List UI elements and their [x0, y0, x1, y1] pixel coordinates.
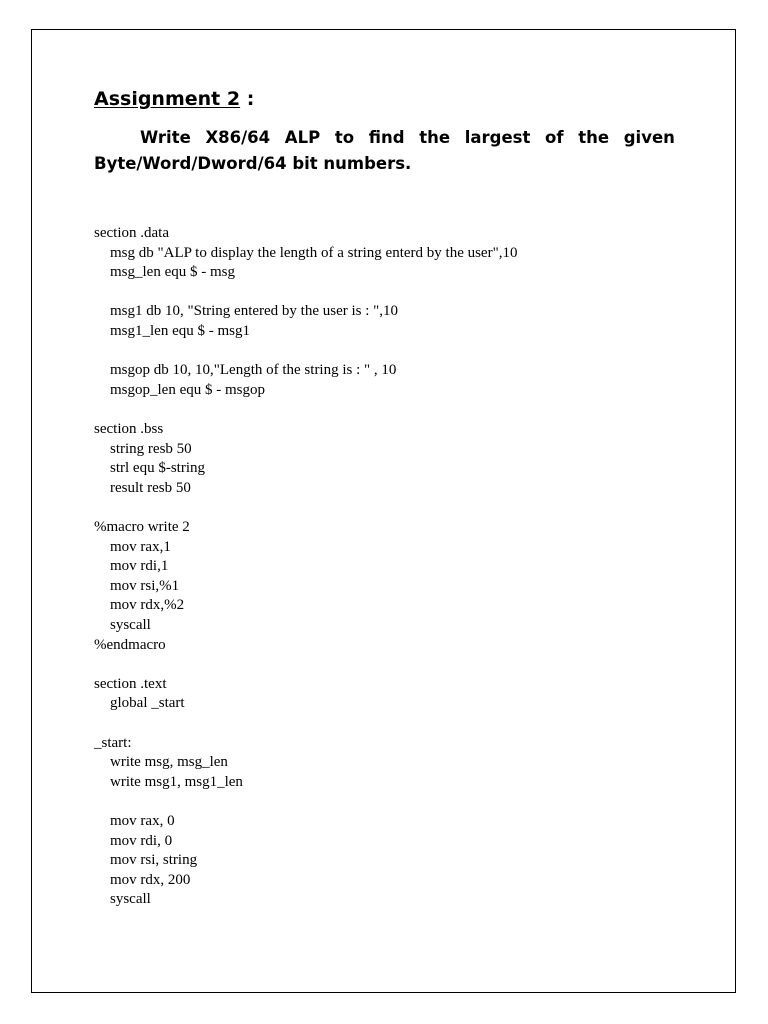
code-line: section .bss: [94, 421, 164, 437]
code-line: mov rsi,%1: [110, 577, 180, 594]
code-line: section .text: [94, 675, 167, 692]
code-line: %macro write 2: [94, 519, 190, 535]
code-line: msg db "ALP to display the length of a string enterd by the user",10: [110, 244, 518, 261]
task-word: of: [545, 128, 564, 147]
code-line: global _start: [110, 695, 185, 712]
code-line: result resb 50: [110, 479, 191, 496]
assignment-title-suffix: :: [240, 88, 255, 110]
code-line: mov rax,1: [110, 538, 171, 555]
task-word: ALP: [284, 128, 321, 147]
code-line: mov rsi, string: [110, 852, 198, 869]
code-line: syscall: [110, 617, 151, 633]
code-line: mov rdx,%2: [110, 597, 185, 614]
task-word: largest: [464, 128, 531, 147]
code-line: _start:: [94, 734, 132, 751]
task-word: the: [578, 128, 610, 147]
code-line: msg_len equ $ - msg: [110, 264, 235, 281]
code-line: strl equ $-string: [110, 460, 205, 477]
task-line-2: Byte/Word/Dword/64 bit numbers.: [94, 154, 412, 173]
assignment-title: Assignment 2: [94, 88, 241, 110]
document-page: [31, 29, 736, 993]
task-statement: [94, 125, 675, 177]
code-line: msgop_len equ $ - msgop: [110, 381, 265, 398]
code-line: mov rdi,1: [110, 558, 169, 575]
code-line: syscall: [110, 891, 151, 908]
code-line: %endmacro: [94, 636, 166, 653]
code-line: mov rdx, 200: [110, 871, 191, 888]
code-line: mov rax, 0: [110, 813, 175, 829]
task-line-1: [94, 125, 675, 151]
task-word: the: [419, 128, 451, 147]
code-line: msgop db 10, 10,"Length of the string is : " , 10: [110, 362, 397, 379]
code-line: write msg, msg_len: [110, 754, 228, 771]
code-line: msg1_len equ $ - msg1: [110, 323, 250, 339]
assignment-heading: [94, 88, 254, 110]
task-word: to: [334, 128, 355, 147]
task-word: X86/64: [205, 128, 271, 147]
code-line: section .data: [94, 225, 169, 241]
task-word: given: [623, 128, 675, 147]
task-word: Write: [140, 128, 191, 147]
task-word: find: [368, 128, 405, 147]
code-line: msg1 db 10, "String entered by the user is : ",10: [110, 303, 399, 320]
code-line: mov rdi, 0: [110, 832, 173, 849]
code-line: string resb 50: [110, 440, 192, 457]
code-line: write msg1, msg1_len: [110, 773, 243, 790]
